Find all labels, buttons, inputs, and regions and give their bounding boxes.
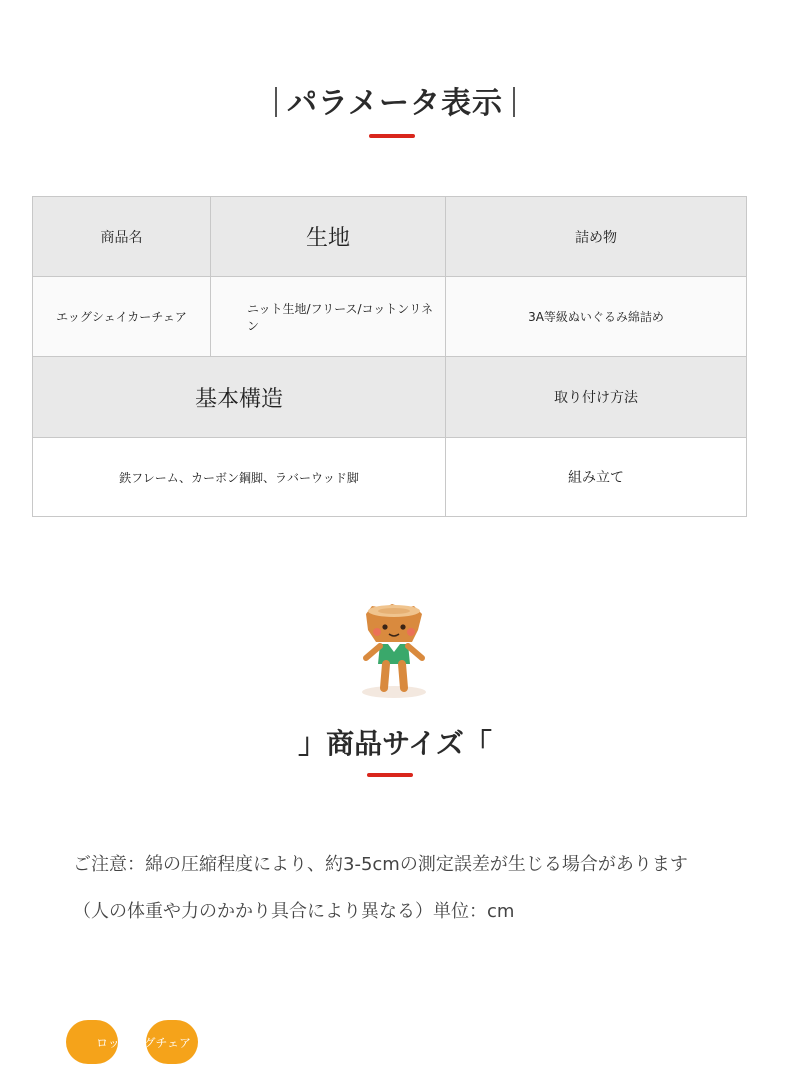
header-product-name: 商品名	[33, 197, 211, 277]
title-underline	[369, 134, 415, 138]
title-bar-right	[513, 87, 515, 117]
title-bar-left	[275, 87, 277, 117]
section-title-parameters	[0, 78, 790, 122]
value-product-name: エッグシェイカーチェア	[33, 277, 211, 357]
value-install: 組み立て	[446, 438, 747, 517]
header-fabric: 生地	[211, 197, 446, 277]
value-filling: 3A等級ぬいぐるみ綿詰め	[446, 277, 747, 357]
note-line-1: ご注意：綿の圧縮程度により、約3-5cmの測定誤差が生じる場合があります	[73, 854, 688, 875]
section-title-text: パラメータ表示	[286, 86, 504, 121]
product-tag[interactable]	[66, 1020, 198, 1064]
tree-stump-mascot-icon	[352, 600, 436, 700]
note-line-2: （人の体重や力のかかり具合により異なる）単位：cm	[73, 901, 515, 922]
parameter-table	[32, 196, 747, 517]
header-install: 取り付け方法	[446, 357, 747, 438]
value-fabric: ニット生地/フリース/コットンリネン	[211, 277, 446, 357]
header-filling: 詰め物	[446, 197, 747, 277]
section-title-size: 」商品サイズ「	[298, 727, 492, 760]
title-underline-size	[367, 773, 413, 777]
value-structure: 鉄フレーム、カーボン鋼脚、ラバーウッド脚	[33, 438, 446, 517]
header-structure: 基本構造	[33, 357, 446, 438]
product-tag-label: ロッキングチェア	[96, 1036, 192, 1050]
